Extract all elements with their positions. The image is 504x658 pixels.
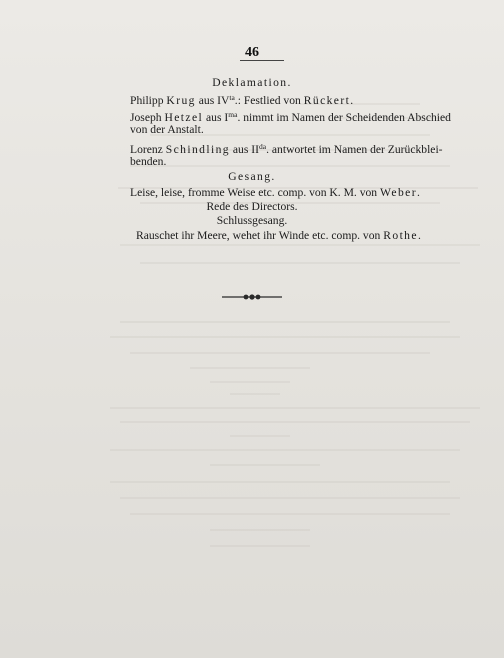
class-suffix: ma — [228, 110, 238, 119]
declamation-continuation: von der Anstalt. — [130, 123, 204, 136]
song-line — [130, 186, 420, 200]
ornament-divider — [222, 292, 282, 302]
composer-name: Rothe — [383, 229, 418, 242]
first-name: Lorenz — [130, 143, 163, 156]
class-suffix: da — [259, 142, 267, 151]
song-text: Rauschet ihr Meere, wehet ihr Winde etc. comp. von — [136, 229, 381, 242]
surname: Krug — [166, 94, 196, 107]
final-song-line — [136, 229, 421, 243]
author-name: Rückert — [303, 94, 351, 107]
entry-text: . nimmt im Namen der Scheidenden Abschied — [237, 111, 451, 124]
declamation-continuation: benden. — [130, 155, 167, 168]
heading-final-song: Schlussgesang. — [216, 214, 288, 227]
speech-line: Rede des Directors. — [206, 200, 298, 213]
declamation-entry — [130, 91, 353, 108]
preposition: aus — [198, 94, 215, 107]
class-numeral: I — [224, 111, 229, 124]
song-text: Leise, leise, fromme Weise etc. comp. von K. M. von — [130, 186, 378, 199]
end-punct: . — [350, 94, 354, 107]
entry-text: .: Festlied von — [234, 94, 301, 107]
heading-song: Gesang. — [228, 170, 276, 183]
class-mark — [224, 111, 237, 124]
page-number-rule — [240, 60, 284, 61]
class-suffix: ta — [229, 93, 235, 102]
preposition: aus — [232, 143, 249, 156]
end-punct: . — [417, 229, 421, 242]
surname: Schindling — [165, 143, 230, 156]
first-name: Philipp — [130, 94, 164, 107]
declamation-entry — [130, 140, 443, 157]
surname: Hetzel — [164, 111, 204, 124]
end-punct: . — [416, 186, 420, 199]
preposition: aus — [206, 111, 222, 124]
class-mark — [251, 143, 266, 156]
class-numeral: IV — [217, 94, 230, 107]
class-mark — [217, 94, 235, 107]
heading-declamation: Deklamation. — [212, 76, 292, 89]
first-name: Joseph — [130, 111, 162, 124]
page-number: 46 — [245, 45, 259, 60]
composer-name: Weber — [380, 186, 417, 199]
class-numeral: II — [251, 143, 260, 156]
entry-text: . antwortet im Namen der Zurückblei- — [266, 143, 443, 156]
